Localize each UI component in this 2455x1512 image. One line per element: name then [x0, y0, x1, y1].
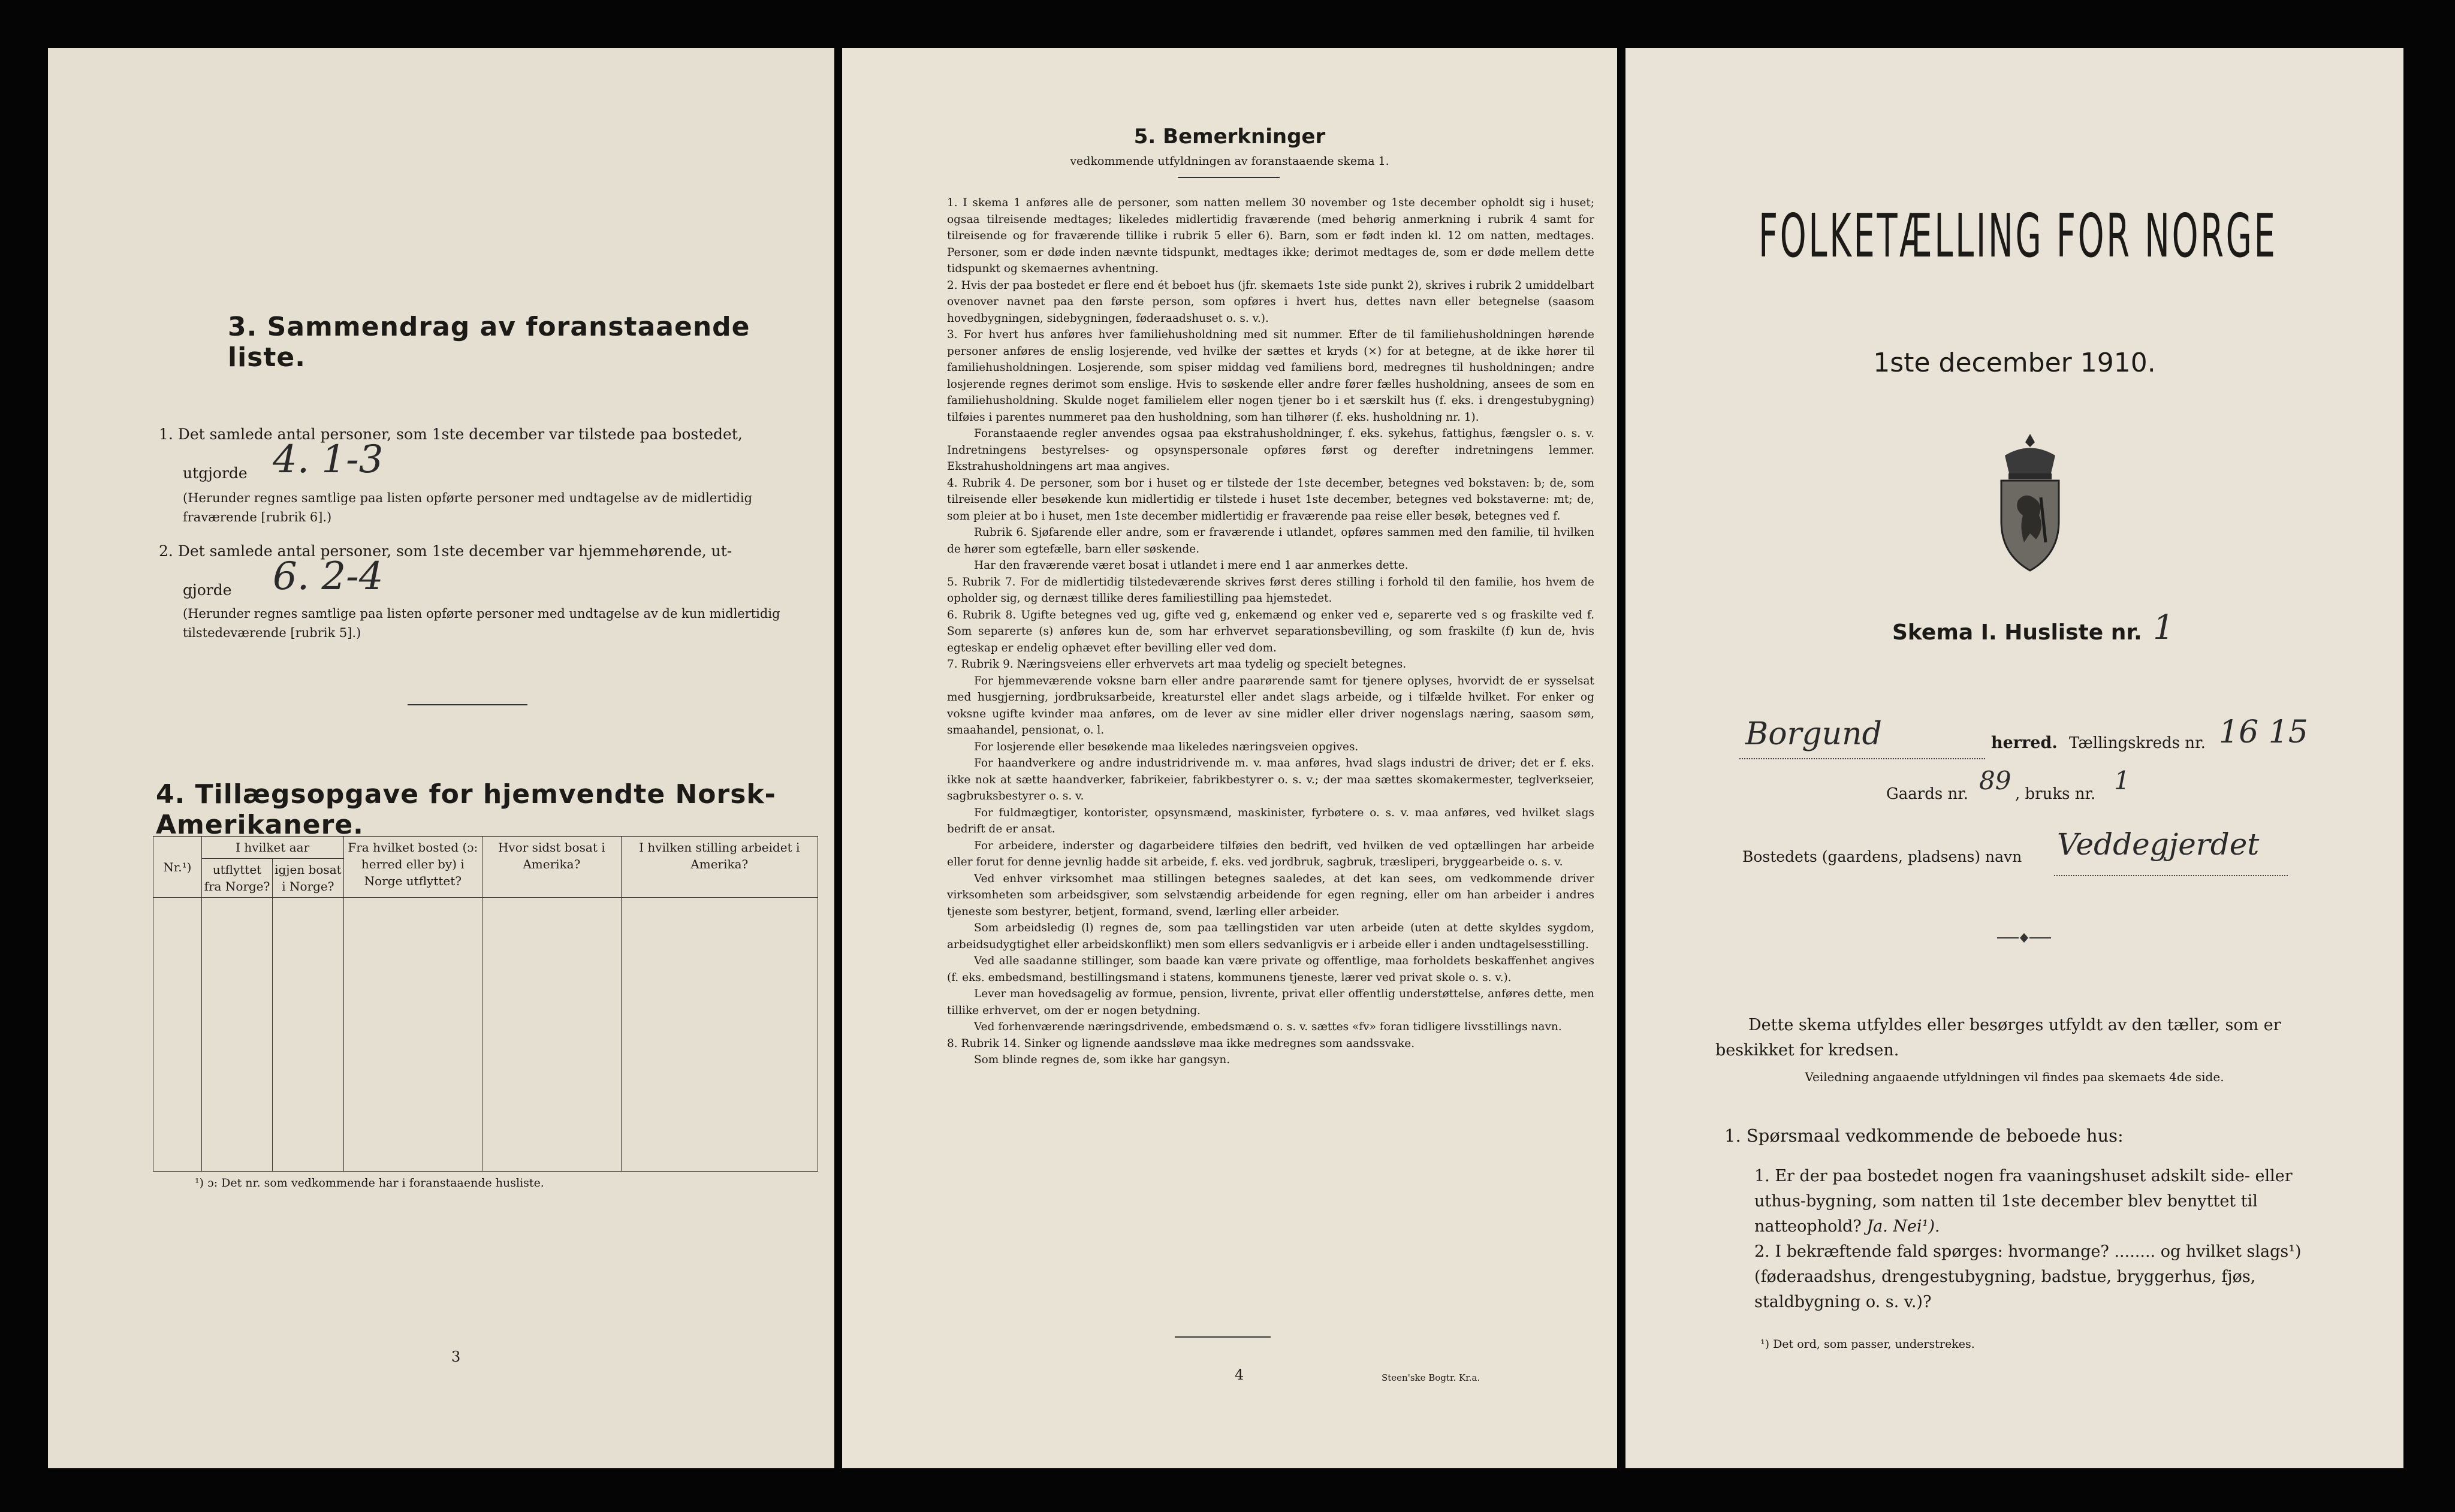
col-fra-bosted: Fra hvilket bosted (ɔ: herred eller by) i Norge utflyttet?: [343, 837, 482, 898]
item2-note: (Herunder regnes samtlige paa listen opførte personer med undtagelse av de kun midlertidig tilstedeværende [rubrik 5].): [183, 606, 780, 640]
table-row: [153, 943, 818, 989]
norsk-amerikanere-table: [153, 836, 818, 1172]
printer-credit: Steen'ske Bogtr. Kr.a.: [1382, 1372, 1480, 1383]
remark-7f: Ved enhver virksomhet maa stillingen betegnes saaledes, at det kan sees, om vedkommende driver virksomheten som arbeidsgiver, som selvstændig arbeidende for egen regning, eller om han arbeider i andres tjeneste som bestyrer, betjent, formand, svend, lærling eller arbeider.: [947, 872, 1594, 918]
remarks-body: [947, 195, 1594, 1069]
remarks-title: 5. Bemerkninger: [1133, 125, 1326, 149]
remark-7a: For hjemmeværende voksne barn eller andre paarørende samt for tjenere oplyses, hvorvidt de er sysselsat med husgjerning, jordbruksarbeide, kreaturstel eller andet slags arbeide, og i tilfælde hvilket. For enker og voksne ugifte kvinder maa anføres, om de lever av sine midler eller driver nogenslags næring, saasom søm, smaahandel, pensionat, o. l.: [947, 674, 1594, 737]
col-utflyttet: utflyttet fra Norge?: [201, 859, 272, 898]
item2-text: 2. Det samlede antal personer, som 1ste december var hjemmehørende, ut-: [159, 542, 732, 560]
table-row: [153, 898, 818, 944]
remark-7: 7. Rubrik 9. Næringsveiens eller erhvervets art maa tydelig og specielt betegnes.: [947, 658, 1407, 671]
question-1-text: 1. Er der paa bostedet nogen fra vaaningshuset adskilt side- eller uthus-bygning, som natten til 1ste december blev benyttet til natteophold?: [1754, 1167, 2293, 1236]
bosted-value: Veddegjerdet: [2057, 827, 2260, 862]
cover-veiledning: Veiledning angaaende utfyldningen vil findes paa skemaets 4de side.: [1805, 1070, 2224, 1084]
remark-7i: Lever man hovedsagelig av formue, pension, livrente, privat eller offentlig understøttelse, anføres dette, men tillike erhvervet, om der er nogen betydning.: [947, 988, 1594, 1017]
remark-7c: For haandverkere og andre industridrivende m. v. maa anføres, hvad slags industri de driver; det er f. eks. ikke nok at sætte haandverker, fabrikeier, fabrikbestyrer o. s. v.; der maa sættes skomakermester, teglverkseier, sagbruksbestyrer o. s. v.: [947, 757, 1594, 802]
item1-handwritten-value: 4. 1-3: [273, 437, 384, 482]
remark-7d: For fuldmægtiger, kontorister, opsynsmænd, maskinister, fyrbøtere o. s. v. maa anføres, ved hvilket slags bedrift de er ansat.: [947, 806, 1594, 835]
remark-3b: Foranstaaende regler anvendes ogsaa paa ekstrahusholdninger, f. eks. sykehus, fattighus, fængsler o. s. v. Indretningens bestyrelses- og opsynspersonale opføres først og derefter indretningens lemmer. Ekstrahusholdningens art maa angives.: [947, 427, 1594, 473]
col-stilling: I hvilken stilling arbeidet i Amerika?: [621, 837, 818, 898]
remark-7g: Som arbeidsledig (l) regnes de, som paa tællingstiden var uten arbeide (uten at dette skyldes sygdom, arbeidsudygtighet eller arbeidskonflikt) men som ellers sedvanligvis er i arbeide eller i anden undtagelsesstilling.: [947, 922, 1594, 951]
divider: [1175, 1336, 1271, 1338]
remark-7h: Ved alle saadanne stillinger, som baade kan være private og offentlige, maa forholdets beskaffenhet angives (f. eks. embedsmand, bestillingsmand i statens, kommunens tjeneste, lærer ved privat skole o. s. v.).: [947, 955, 1594, 984]
cover-page: [1625, 48, 2403, 1468]
kreds-value: 16 15: [2219, 714, 2308, 750]
table-row: [153, 1034, 818, 1080]
page-number: 3: [451, 1348, 461, 1365]
remark-8: 8. Rubrik 14. Sinker og lignende aandssløve maa ikke medregnes som aandssvake.: [947, 1037, 1415, 1050]
col-bosat: igjen bosat i Norge?: [273, 859, 343, 898]
gaards-label: Gaards nr.: [1886, 785, 1969, 803]
item2-prefix: gjorde: [183, 581, 232, 599]
bruks-value: 1: [2114, 766, 2130, 795]
divider: [1178, 177, 1280, 178]
table-row: [153, 989, 818, 1034]
table-footnote: ¹) ɔ: Det nr. som vedkommende har i foranstaaende husliste.: [195, 1176, 544, 1190]
item2-handwritten-value: 6. 2-4: [273, 554, 384, 599]
remark-6: 6. Rubrik 8. Ugifte betegnes ved ug, gifte ved g, enkemænd og enker ved e, separerte ved s og fraskilte ved f. Som separerte (s) anføres kun de, som har erhvervet separationsbevilling, og som fraskilte (f) kun de, hvis egteskap er endelig ophævet efter bevilling eller ved dom.: [947, 608, 1594, 654]
section4-title: 4. Tillægsopgave for hjemvendte Norsk-Amerikanere.: [156, 779, 776, 840]
bruks-label: , bruks nr.: [2015, 785, 2096, 803]
herred-value: Borgund: [1745, 716, 1882, 752]
remark-4b: Rubrik 6. Sjøfarende eller andre, som er fraværende i utlandet, opføres sammen med den familie, til hvilken de hører som egtefælle, barn eller søskende.: [947, 526, 1594, 556]
remarks-subtitle: vedkommende utfyldningen av foranstaaende skema 1.: [1070, 155, 1389, 168]
remark-7j: Ved forhenværende næringsdrivende, embedsmænd o. s. v. sættes «fv» foran tidligere livsstillings navn.: [974, 1021, 1562, 1033]
page-4: [842, 48, 1617, 1468]
remark-3: 3. For hvert hus anføres hver familiehusholdning med sit nummer. Efter de til familiehusholdningen hørende personer anføres de enslig losjerende, ved hvilke der sættes et kryds (×) for at betegne, at de ikke hører til familiehusholdningen. Losjerende, som spiser middag ved familiens bord, medregnes til husholdningen; andre losjerende regnes derimot som enslige. Hvis to søskende eller andre fører fælles husholdning, ansees de som en familiehusholdning. Skulde noget familielem eller nogen tjener bo i et særskilt hus (f. eks. i drengestubygning) tilføies i parentes nummeret paa den husholdning, som han tilhører (f. eks. husholdning nr. 1).: [947, 328, 1594, 424]
remark-7b: For losjerende eller besøkende maa likeledes næringsveien opgives.: [974, 740, 1359, 753]
question-1: [1754, 1164, 2345, 1239]
gaards-value: 89: [1979, 766, 2011, 795]
cover-intro: Dette skema utfyldes eller besørges utfyldt av den tæller, som er beskikket for kredsen.: [1715, 1016, 2281, 1060]
section3-title: 3. Sammendrag av foranstaaende liste.: [228, 312, 750, 373]
bosted-label: Bostedets (gaardens, pladsens) navn: [1742, 848, 2022, 865]
cover-title: FOLKETÆLLING FOR NORGE: [1759, 201, 2278, 271]
item1-note: (Herunder regnes samtlige paa listen opførte personer med undtagelse av de midlertidig fraværende [rubrik 6].): [183, 491, 753, 524]
ornament-icon: [1997, 932, 2051, 944]
cover-footnote: ¹) Det ord, som passer, understrekes.: [1760, 1338, 1975, 1351]
remark-4c: Har den fraværende været bosat i utlandet i mere end 1 aar anmerkes dette.: [974, 559, 1409, 572]
herred-label: herred.: [1991, 734, 2058, 752]
skema-label: Skema I. Husliste nr.: [1892, 620, 2142, 645]
remark-8b: Som blinde regnes de, som ikke har gangsyn.: [974, 1054, 1230, 1066]
remark-5: 5. Rubrik 7. For de midlertidig tilstedeværende skrives først deres stilling i forhold til den familie, hos hvem de opholder sig, og dernæst tillike deres familiestilling paa hjemstedet.: [947, 575, 1594, 605]
question-1-answer: Ja. Nei¹).: [1866, 1217, 1940, 1236]
col-sidst-bosat: Hvor sidst bosat i Amerika?: [482, 837, 621, 898]
remark-2: 2. Hvis der paa bostedet er flere end ét beboet hus (jfr. skemaets 1ste side punkt 2), skrives i rubrik 2 umiddelbart ovenover navnet paa den første person, som opføres i hvert hus, dettes navn eller betegnelse (saasom hovedbygningen, sidebygningen, føderaadshuset o. s. v.).: [947, 279, 1594, 325]
cover-date: 1ste december 1910.: [1873, 348, 2156, 378]
remark-7e: For arbeidere, inderster og dagarbeidere tilføies den bedrift, ved hvilken de ved optællingen har arbeide eller forut for denne jevnlig hadde sit arbeide, f. eks. ved jordbruk, sagbruk, træsliperi, bryggearbeide o. s. v.: [947, 839, 1594, 868]
question-2: 2. I bekræftende fald spørges: hvormange? ........ og hvilket slags¹) (føderaadshus, drengestubygning, badstue, bryggerhus, fjøs, staldbygning o. s. v.)?: [1754, 1242, 2302, 1311]
table-row: [153, 1080, 818, 1125]
divider: [408, 704, 527, 705]
question-title: 1. Spørsmaal vedkommende de beboede hus:: [1724, 1125, 2124, 1146]
kreds-label: Tællingskreds nr.: [2069, 734, 2206, 752]
remark-1: 1. I skema 1 anføres alle de personer, som natten mellem 30 november og 1ste december opholdt sig i huset; ogsaa tilreisende medtages; likeledes midlertidig fraværende (med behørig anmerkning i rubrik 4 samt for tilreisende og for fraværende tillike i rubrik 5 eller 6). Barn, som er født inden kl. 12 om natten, medtages. Personer, som er døde inden nævnte tidspunkt, medtages ikke; derimot medtages de, som er døde mellem dette tidspunkt og skemaernes avhentning.: [947, 197, 1594, 275]
skema-number: 1: [2153, 608, 2174, 647]
item1-text: 1. Det samlede antal personer, som 1ste december var tilstede paa bostedet,: [159, 425, 743, 443]
col-group-year: I hvilket aar: [201, 837, 343, 859]
coat-of-arms-icon: [1988, 431, 2072, 575]
remark-4: 4. Rubrik 4. De personer, som bor i huset og er tilstede der 1ste december, betegnes ved bokstaven: b; de, som tilreisende eller besøkende kun midlertidig er tilstede i huset 1ste december, betegnes ved bokstaverne: mt; de, som pleier at bo i huset, men 1ste december midlertidig er fraværende paa reise eller besøk, betegnes ved f.: [947, 476, 1594, 523]
col-nr: Nr.¹): [153, 837, 202, 898]
page-3: [48, 48, 834, 1468]
item1-prefix: utgjorde: [183, 464, 248, 482]
page-number: 4: [1235, 1366, 1244, 1383]
table-row: [153, 1125, 818, 1172]
